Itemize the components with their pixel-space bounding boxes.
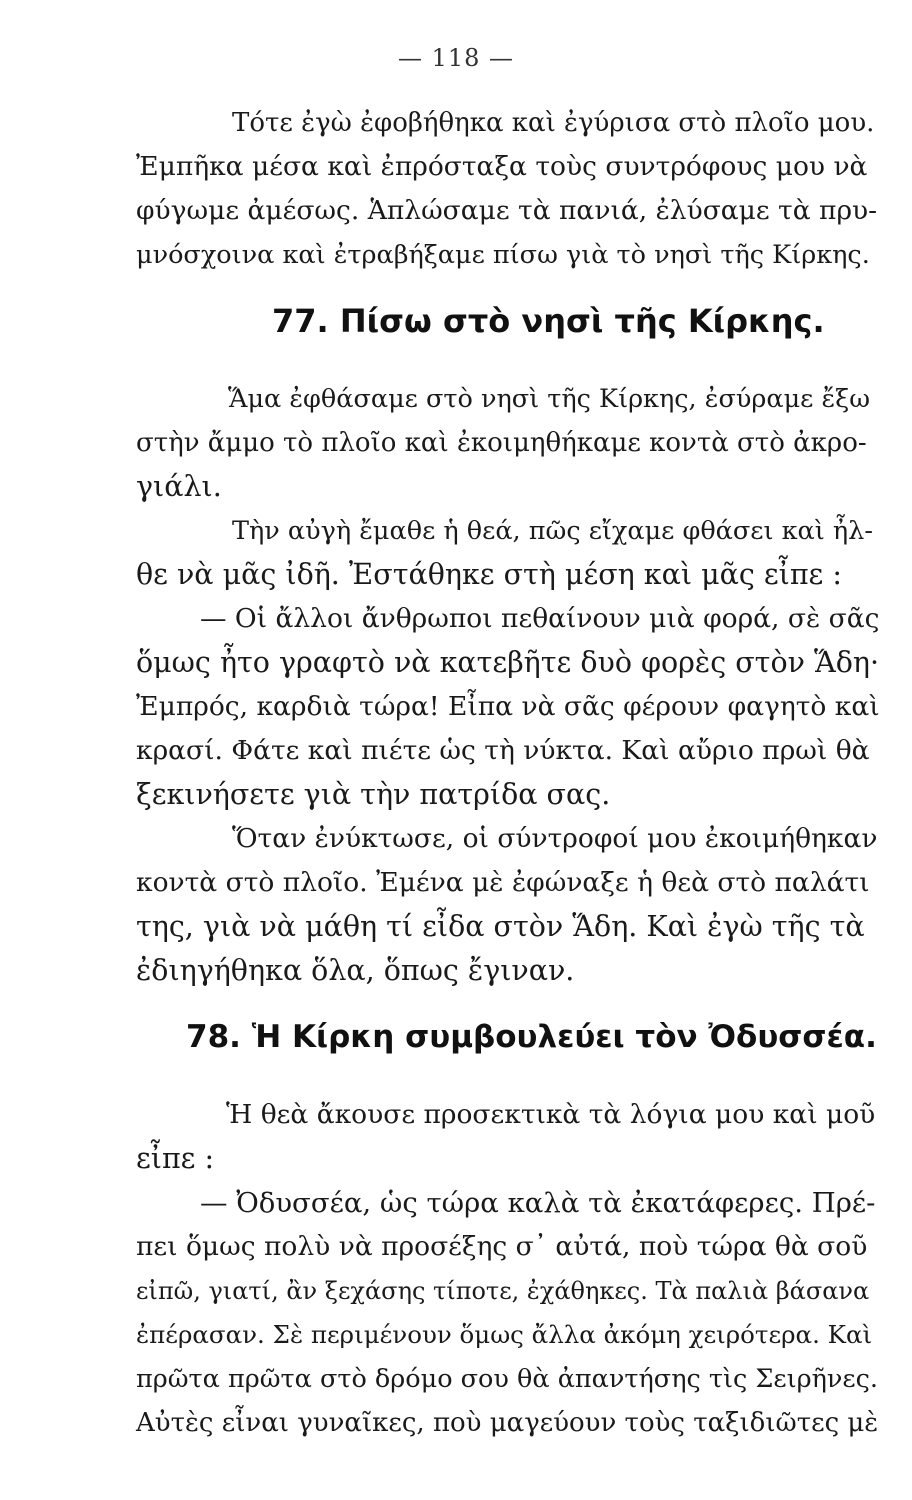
text-line: Τότε ἐγὼ ἐφοβήθηκα καὶ ἐγύρισα στὸ πλοῖο μου. [232, 108, 875, 138]
text-line: Ὅταν ἐνύκτωσε, οἱ σύντροφοί μου ἐκοιμήθηκαν [232, 823, 878, 854]
text-line: Ἅμα ἐφθάσαμε στὸ νησὶ τῆς Κίρκης, ἐσύραμε ἔξω [228, 384, 870, 414]
text-line: Ἐμπρός, καρδιὰ τώρα! Εἶπα νὰ σᾶς φέρουν φαγητὸ καὶ [136, 691, 880, 722]
text-line: κρασί. Φάτε καὶ πιέτε ὡς τὴ νύκτα. Καὶ αὔριο πρωὶ θὰ [136, 735, 870, 766]
text-line: Ἡ θεὰ ἄκουσε προσεκτικὰ τὰ λόγια μου καὶ μοῦ [226, 1099, 876, 1130]
text-line: πει ὅμως πολὺ νὰ προσέξης σ᾽ αὐτά, ποὺ τώρα θὰ σοῦ [136, 1231, 868, 1262]
text-line: μνόσχοινα καὶ ἐτραβήξαμε πίσω γιὰ τὸ νησὶ τῆς Κίρκης. [136, 240, 870, 270]
text-line: — Ὀδυσσέα, ὡς τώρα καλὰ τὰ ἐκατάφερες. Πρέ- [200, 1187, 876, 1219]
text-line: εἶπε : [136, 1142, 215, 1175]
text-line: θε νὰ μᾶς ἰδῆ. Ἐστάθηκε στὴ μέση καὶ μᾶς εἶπε : [136, 558, 842, 591]
text-line: — Οἱ ἄλλοι ἄνθρωποι πεθαίνουν μιὰ φορά, σὲ σᾶς [200, 603, 880, 634]
section-heading: 78. Ἡ Κίρκη συμβουλεύει τὸν Ὀδυσσέα. [186, 1019, 877, 1055]
text-line: κοντὰ στὸ πλοῖο. Ἐμένα μὲ ἐφώναξε ἡ θεὰ στὸ παλάτι [136, 867, 870, 898]
text-line: εἰπῶ, γιατί, ἂν ξεχάσης τίποτε, ἐχάθηκες. Τὰ παλιὰ βάσανα [136, 1277, 870, 1305]
text-line: Ἐμπῆκα μέσα καὶ ἐπρόσταξα τοὺς συντρόφους μου νὰ [136, 151, 868, 182]
text-line: της, γιὰ νὰ μάθη τί εἶδα στὸν Ἅδη. Καὶ ἐγὼ τῆς τὰ [136, 910, 865, 943]
text-line: Τὴν αὐγὴ ἔμαθε ἡ θεά, πῶς εἴχαμε φθάσει καὶ ἦλ- [232, 516, 873, 546]
text-line: Αὐτὲς εἶναι γυναῖκες, ποὺ μαγεύουν τοὺς ταξιδιῶτες μὲ [136, 1408, 879, 1438]
text-line: στὴν ἄμμο τὸ πλοῖο καὶ ἐκοιμηθήκαμε κοντὰ στὸ ἀκρο- [136, 428, 867, 458]
text-line: ἐπέρασαν. Σὲ περιμένουν ὅμως ἄλλα ἀκόμη χειρότερα. Καὶ [136, 1320, 873, 1349]
text-line: ξεκινήσετε γιὰ τὴν πατρίδα σας. [136, 778, 611, 811]
text-line: ὅμως ἦτο γραφτὸ νὰ κατεβῆτε δυὸ φορὲς στὸν Ἅδη· [136, 646, 880, 679]
text-line: πρῶτα πρῶτα στὸ δρόμο σου θὰ ἀπαντήσης τὶς Σειρῆνες. [136, 1364, 878, 1394]
section-heading: 77. Πίσω στὸ νησὶ τῆς Κίρκης. [272, 302, 825, 340]
text-line: φύγωμε ἀμέσως. Ἁπλώσαμε τὰ πανιά, ἐλύσαμε τὰ πρυ- [136, 195, 878, 226]
text-line: ἐδιηγήθηκα ὅλα, ὅπως ἔγιναν. [136, 954, 575, 987]
text-line: γιάλι. [136, 470, 222, 503]
page-number: — 118 — [397, 44, 515, 72]
